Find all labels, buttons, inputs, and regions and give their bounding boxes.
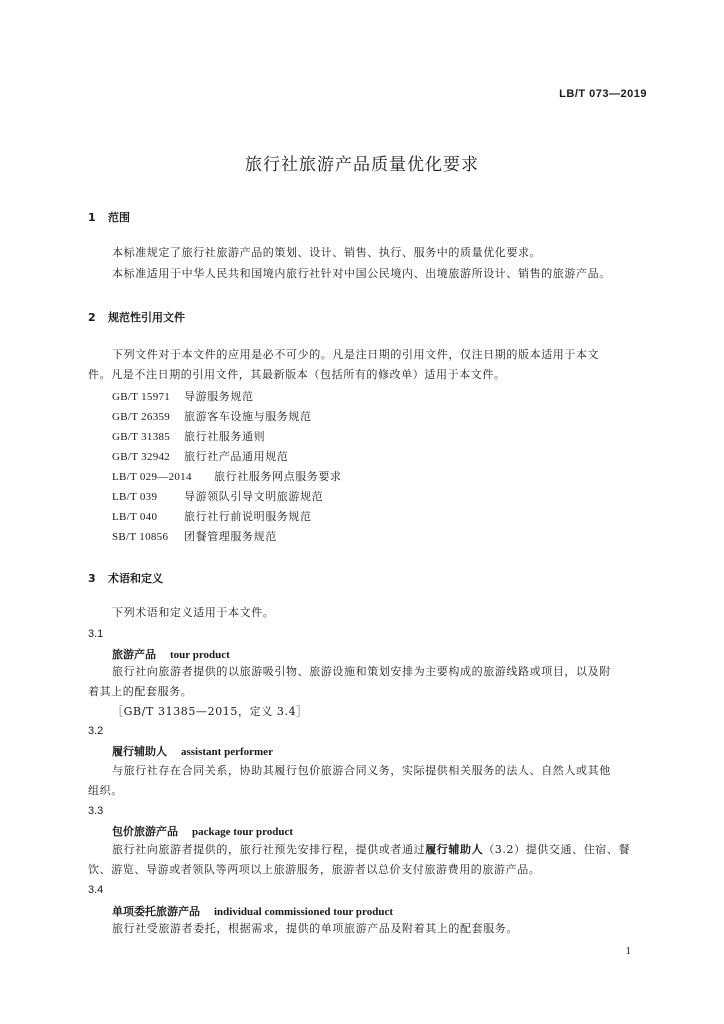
reference-title: 旅游客车设施与服务规范 [184,410,312,423]
term-heading [112,903,393,919]
reference-item [112,448,288,464]
reference-item [112,428,265,444]
term-definition-line-1 [112,840,630,860]
reference-title: 旅行社服务网点服务要求 [214,470,342,483]
reference-item [112,468,342,484]
reference-item [112,508,312,524]
term-definition-line-1: 与旅行社存在合同关系，协助其履行包价旅游合同义务，实际提供相关服务的法人、自然人或其他 [112,764,611,777]
section-1-heading [88,209,130,225]
page-number: 1 [625,945,631,957]
reference-title: 旅行社产品通用规范 [184,450,289,463]
section-3-intro: 下列术语和定义适用于本文件。 [112,606,275,619]
reference-code: LB/T 039 [112,491,158,503]
reference-code: LB/T 029—2014 [112,471,192,483]
reference-code: GB/T 15971 [112,391,171,403]
reference-item [112,488,323,504]
term-number: 3.1 [88,628,104,640]
term-definition-line-1: 旅行社受旅游者委托，根据需求，提供的单项旅游产品及附着其上的配套服务。 [112,922,518,935]
term-heading [112,823,293,839]
section-2-intro-line-2: 件。凡是不注日期的引用文件，其最新版本（包括所有的修改单）适用于本文件。 [88,368,506,381]
definition-text: 旅行社向旅游者提供的，旅行社预先安排行程，提供或者通过 [112,843,426,856]
term-chinese: 包价旅游产品 [112,825,178,838]
section-3-heading [88,570,163,586]
term-definition-line-2: 组织。 [88,784,123,797]
standard-code: LB/T 073—2019 [559,88,647,100]
reference-item [112,388,254,404]
section-number: 3 [88,572,96,585]
reference-title: 旅行社行前说明服务规范 [184,510,312,523]
reference-title: 旅行社服务通则 [184,430,266,443]
reference-code: SB/T 10856 [112,531,169,543]
reference-title: 团餐管理服务规范 [184,530,277,543]
document-title: 旅行社旅游产品质量优化要求 [245,155,479,175]
term-number: 3.3 [88,805,104,817]
reference-code: GB/T 32942 [112,451,171,463]
reference-title: 导游领队引导文明旅游规范 [184,490,324,503]
reference-code: GB/T 26359 [112,411,171,423]
section-title: 范围 [108,211,130,224]
reference-code: LB/T 040 [112,511,158,523]
term-chinese: 履行辅助人 [112,745,167,758]
term-definition-line-2: 着其上的配套服务。 [88,685,193,698]
section-1-para-2: 本标准适用于中华人民共和国境内旅行社针对中国公民境内、出境旅游所设计、销售的旅游产品。 [112,267,611,280]
section-number: 2 [88,311,96,324]
term-english: package tour product [192,826,294,838]
term-english: tour product [170,649,230,661]
reference-title: 导游服务规范 [184,390,254,403]
section-2-intro-line-1: 下列文件对于本文件的应用是必不可少的。凡是注日期的引用文件，仅注日期的版本适用于本文 [112,348,600,361]
cross-reference: 履行辅助人 [425,843,484,856]
term-english: individual commissioned tour product [214,906,393,918]
term-definition-line-2: 饮、游览、导游或者领队等两项以上旅游服务，旅游者以总价支付旅游费用的旅游产品。 [88,863,541,876]
reference-code: GB/T 31385 [112,431,171,443]
section-1-para-1: 本标准规定了旅行社旅游产品的策划、设计、销售、执行、服务中的质量优化要求。 [112,246,542,259]
term-definition-line-1: 旅行社向旅游者提供的以旅游吸引物、旅游设施和策划安排为主要构成的旅游线路或项目，以及附 [112,665,611,678]
term-heading [112,743,273,759]
reference-item [112,528,277,544]
term-number: 3.2 [88,725,104,737]
section-number: 1 [88,211,96,224]
term-heading [112,646,230,662]
definition-text: （3.2）提供交通、住宿、餐 [483,843,631,856]
section-title: 术语和定义 [108,572,163,585]
term-source: ［GB/T 31385—2015，定义 3.4］ [112,705,308,718]
section-title: 规范性引用文件 [108,311,185,324]
reference-item [112,408,312,424]
term-chinese: 单项委托旅游产品 [112,905,200,918]
section-2-heading [88,309,185,325]
term-english: assistant performer [181,746,273,758]
term-chinese: 旅游产品 [112,648,156,661]
term-number: 3.4 [88,884,104,896]
